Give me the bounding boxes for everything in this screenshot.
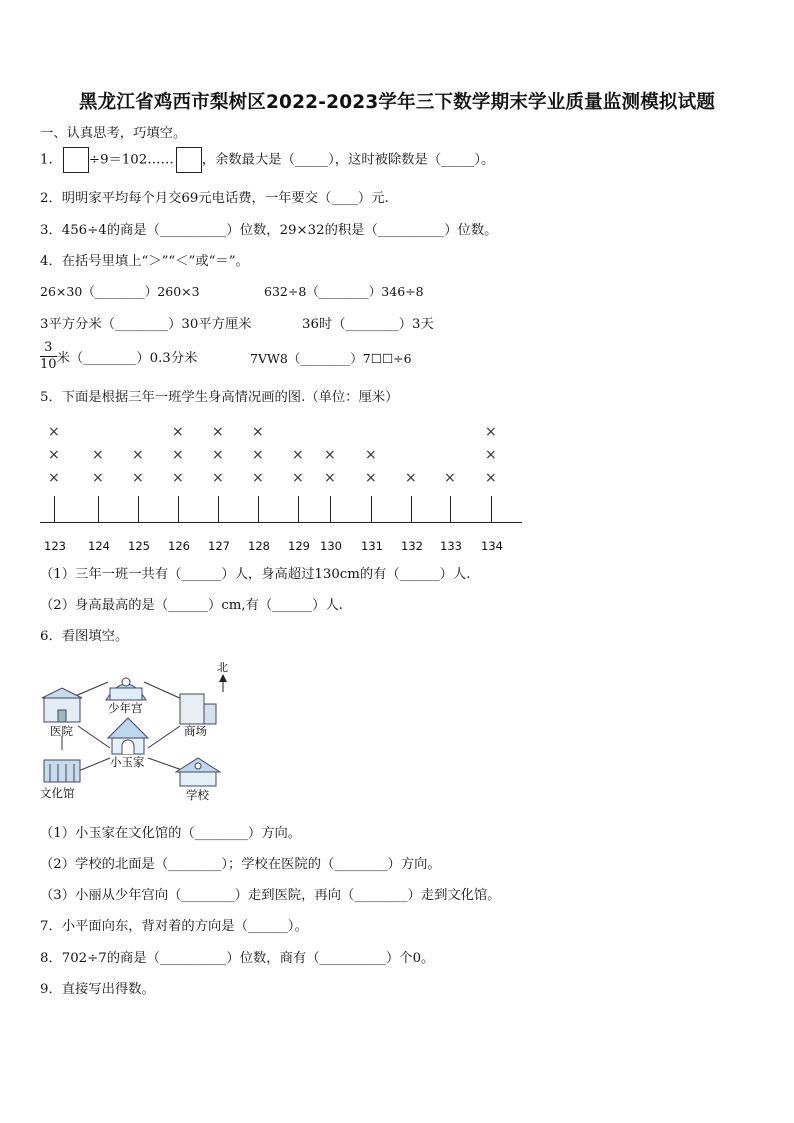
chart-x-mark: × (292, 447, 304, 463)
chart-tick (218, 496, 219, 522)
question-8: 8．702÷7的商是（__________）位数，商有（__________）个0。 (40, 951, 435, 966)
chart-tick-label: 130 (320, 539, 342, 553)
compare-item: 3平方分米（________）30平方厘米 (40, 317, 252, 332)
road-line (148, 726, 180, 748)
chart-x-mark: × (212, 470, 224, 486)
chart-x-mark: × (172, 447, 184, 463)
chart-x-mark: × (92, 447, 104, 463)
chart-x-mark: × (485, 470, 497, 486)
chart-axis-line (40, 522, 522, 523)
chart-x-mark: × (252, 470, 264, 486)
page-title: 黑龙江省鸡西市梨树区2022-2023学年三下数学期末学业质量监测模拟试题 (78, 92, 716, 113)
youth-palace-icon (106, 678, 146, 700)
question-5: 5．下面是根据三年一班学生身高情况画的图.（单位：厘米） (40, 390, 399, 405)
chart-x-mark: × (324, 447, 336, 463)
culture-hall-icon (44, 760, 80, 782)
mall-icon (180, 694, 216, 724)
chart-tick-label: 129 (288, 539, 310, 553)
chart-x-mark: × (48, 424, 60, 440)
question-5-sub-1: （1）三年一班一共有（______）人，身高超过130cm的有（______）人. (40, 567, 471, 582)
chart-tick (491, 496, 492, 522)
question-6-sub-3: （3）小丽从少年宫向（________）走到医院，再向（________）走到文化馆。 (40, 888, 501, 903)
chart-x-mark: × (405, 470, 417, 486)
compare-item-fraction (40, 340, 197, 373)
school-icon (176, 758, 220, 786)
compare-item: 36时（________）3天 (302, 317, 434, 332)
chart-tick (330, 496, 331, 522)
map-label-mall: 商场 (184, 724, 207, 738)
map-label-home: 小玉家 (110, 755, 145, 769)
chart-tick (411, 496, 412, 522)
fraction-numerator: 3 (44, 340, 53, 355)
compare-item: 632÷8（________）346÷8 (264, 284, 424, 299)
compare-item: 7VW8（________）7☐☐÷6 (250, 351, 412, 366)
chart-tick-label: 133 (440, 539, 462, 553)
chart-x-mark: × (365, 470, 377, 486)
road-line (76, 758, 110, 772)
chart-x-mark: × (212, 447, 224, 463)
chart-tick-label: 127 (208, 539, 230, 553)
map-label-culture-hall: 文化馆 (40, 786, 75, 800)
chart-x-mark: × (365, 447, 377, 463)
fraction-denominator: 10 (40, 357, 57, 372)
chart-x-mark: × (444, 470, 456, 486)
compare-item: 26×30（________）260×3 (40, 284, 200, 299)
question-1 (40, 147, 494, 173)
chart-tick-label: 124 (88, 539, 110, 553)
chart-x-mark: × (48, 470, 60, 486)
chart-tick (54, 496, 55, 522)
chart-x-mark: × (92, 470, 104, 486)
answer-box[interactable] (63, 147, 89, 173)
chart-tick (138, 496, 139, 522)
hospital-icon (42, 688, 82, 722)
question-5-sub-2: （2）身高最高的是（______）cm,有（______）人. (40, 598, 343, 613)
chart-tick (178, 496, 179, 522)
chart-x-mark: × (252, 424, 264, 440)
map-label-youth-palace: 少年宫 (108, 701, 143, 715)
chart-tick (258, 496, 259, 522)
map-label-hospital: 医院 (50, 724, 73, 738)
fraction (40, 340, 57, 373)
chart-tick (98, 496, 99, 522)
chart-tick-label: 131 (361, 539, 383, 553)
chart-x-mark: × (48, 447, 60, 463)
question-7: 7．小平面向东，背对着的方向是（______）。 (40, 919, 308, 934)
north-arrow-icon (219, 674, 227, 692)
answer-box[interactable] (176, 147, 202, 173)
chart-tick-label: 128 (248, 539, 270, 553)
question-1-tail: ，余数最大是（_____），这时被除数是（_____）。 (201, 152, 495, 168)
chart-x-mark: × (485, 424, 497, 440)
chart-tick-label: 126 (168, 539, 190, 553)
chart-x-mark: × (324, 470, 336, 486)
section-heading: 一、认真思考，巧填空。 (40, 126, 187, 141)
home-icon (108, 718, 148, 754)
question-1-middle: ÷9＝102…… (88, 152, 174, 168)
chart-x-mark: × (485, 447, 497, 463)
question-4: 4．在括号里填上“＞”“＜”或“＝”。 (40, 254, 249, 269)
chart-tick-label: 132 (401, 539, 423, 553)
chart-tick-label: 125 (128, 539, 150, 553)
question-9: 9．直接写出得数。 (40, 982, 155, 997)
road-line (78, 726, 110, 748)
chart-tick-label: 123 (44, 539, 66, 553)
chart-tick-label: 134 (481, 539, 503, 553)
north-label: 北 (217, 661, 228, 674)
chart-x-mark: × (132, 470, 144, 486)
map-label-school: 学校 (186, 788, 209, 802)
question-3: 3．456÷4的商是（__________）位数，29×32的积是（__________）位数。 (40, 223, 498, 238)
question-6: 6．看图填空。 (40, 629, 129, 644)
chart-tick (298, 496, 299, 522)
chart-x-mark: × (172, 424, 184, 440)
road-line (148, 758, 182, 770)
chart-x-mark: × (292, 470, 304, 486)
chart-x-mark: × (252, 447, 264, 463)
question-1-number: 1. (40, 152, 53, 168)
chart-x-mark: × (212, 424, 224, 440)
chart-x-mark: × (172, 470, 184, 486)
chart-x-mark: × (132, 447, 144, 463)
compare-text: 米（________）0.3分米 (56, 351, 198, 366)
location-map (36, 660, 256, 810)
chart-tick (371, 496, 372, 522)
question-2: 2．明明家平均每个月交69元电话费，一年要交（____）元. (40, 191, 389, 206)
chart-tick (450, 496, 451, 522)
road-line (144, 682, 184, 700)
question-6-sub-2: （2）学校的北面是（________）；学校在医院的（________）方向。 (40, 857, 441, 872)
question-6-sub-1: （1）小玉家在文化馆的（________）方向。 (40, 826, 302, 841)
